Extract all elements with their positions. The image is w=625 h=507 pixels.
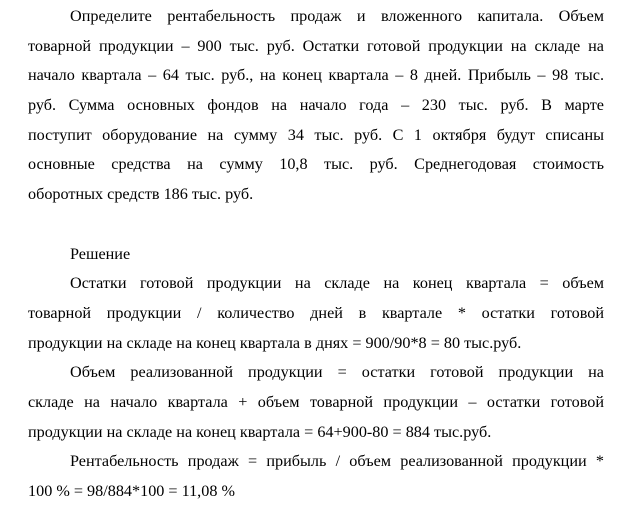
solution-paragraph-3 [28,447,604,506]
blank-line [28,210,604,240]
solution-heading: Решение [70,244,131,263]
solution-p1-line-3: продукции на складе на конец квартала в днях = 900/90*8 = 80 тыс.руб. [28,333,522,352]
solution-p2-line-2: складе на начало квартала + объем товарной продукции – остатки готовой [28,392,604,411]
task-line-1: Определите рентабельность продаж и вложенного капитала. Объем [70,7,604,25]
task-paragraph [28,2,604,210]
task-line-6: основные средства на сумму 10,8 тыс. руб. Среднегодовая стоимость [28,155,604,174]
solution-p2-line-1: Объем реализованной продукции = остатки готовой продукции на [70,363,604,382]
solution-p1-line-1: Остатки готовой продукции на складе на конец квартала = объем [70,274,604,293]
task-line-3: начало квартала – 64 тыс. руб., на конец квартала – 8 дней. Прибыль – 98 тыс. [28,66,604,85]
task-line-7: оборотных средств 186 тыс. руб. [28,185,254,204]
solution-paragraph-2 [28,358,604,447]
task-line-4: руб. Сумма основных фондов на начало года – 230 тыс. руб. В марте [28,96,604,115]
solution-paragraph-1 [28,269,604,358]
solution-p2-line-3: продукции на складе на конец квартала = 64+900-80 = 884 тыс.руб. [28,422,492,441]
task-line-2: товарной продукции – 900 тыс. руб. Остатки готовой продукции на складе на [28,36,604,55]
solution-p3-line-2: 100 % = 98/884*100 = 11,08 % [28,482,235,500]
task-line-5: поступит оборудование на сумму 34 тыс. руб. С 1 октября будут списаны [28,125,604,144]
solution-p1-line-2: товарной продукции / количество дней в квартале * остатки готовой [28,303,604,322]
document-page [28,2,604,507]
solution-p3-line-1: Рентабельность продаж = прибыль / объем реализованной продукции * [70,452,604,471]
